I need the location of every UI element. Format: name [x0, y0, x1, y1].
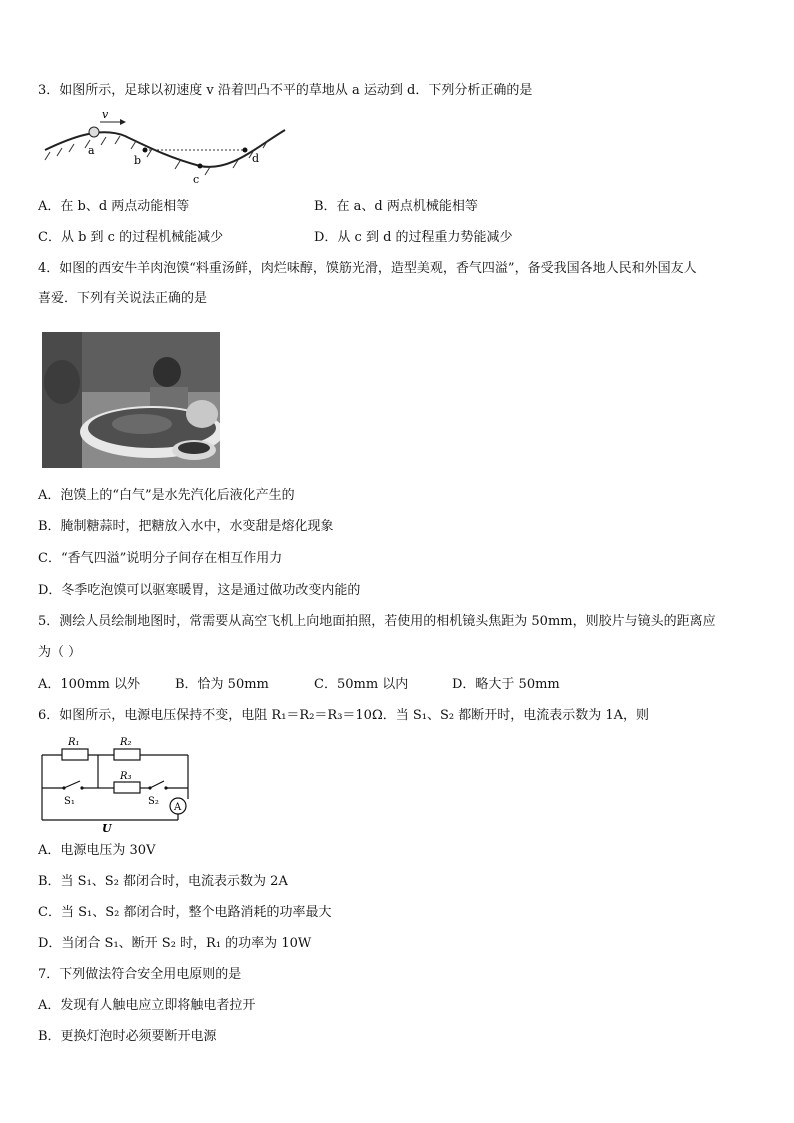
q7-option-b: B．更换灯泡时必须要断开电源	[38, 1029, 217, 1044]
q6-stem: 6．如图所示，电源电压保持不变，电阻 R₁＝R₂＝R₃＝10Ω．当 S₁、S₂ 都断开时，电流表示数为 1A，则	[38, 708, 650, 723]
label-u: U	[102, 822, 112, 833]
q7-stem: 7．下列做法符合安全用电原则的是	[38, 967, 242, 982]
q6-option-a: A．电源电压为 30V	[38, 843, 156, 858]
label-r2: R₂	[120, 737, 132, 748]
label-s1: S₁	[64, 796, 75, 807]
q3-stem: 3．如图所示，足球以初速度 v 沿着凹凸不平的草地从 a 运动到 d．下列分析正确的是	[38, 83, 533, 98]
q4-stem-line1: 4．如图的西安牛羊肉泡馍“料重汤鲜，肉烂味醇，馍筋光滑，造型美观，香气四溢”，备受我国各地人民和外国友人	[38, 261, 697, 276]
q5-option-c: C．50mm 以内	[314, 677, 409, 692]
q4-option-c: C．“香气四溢”说明分子间存在相互作用力	[38, 551, 283, 566]
football	[89, 127, 99, 137]
label-c: c	[193, 173, 200, 186]
switch-s1	[64, 781, 80, 788]
label-a: a	[88, 144, 95, 157]
q7-option-a: A．发现有人触电应立即将触电者拉开	[38, 998, 256, 1013]
label-b: b	[134, 154, 142, 167]
paomo-photo	[42, 332, 220, 468]
label-r3: R₃	[120, 771, 132, 782]
q5-stem-line2: 为（ ）	[38, 645, 82, 660]
label-v: v	[102, 108, 109, 121]
resistor-r2	[114, 749, 140, 760]
label-ammeter: A	[174, 802, 182, 813]
terrain-curve	[45, 130, 285, 167]
q4-stem-line2: 喜爱．下列有关说法正确的是	[38, 291, 208, 306]
q5-option-d: D．略大于 50mm	[452, 677, 560, 692]
q5-option-b: B．恰为 50mm	[175, 677, 269, 692]
q6-option-c: C．当 S₁、S₂ 都闭合时，整个电路消耗的功率最大	[38, 905, 332, 920]
q3-figure	[40, 108, 290, 188]
q3-option-c: C．从 b 到 c 的过程机械能减少	[38, 230, 224, 245]
q4-option-d: D．冬季吃泡馍可以驱寒暖胃，这是通过做功改变内能的	[38, 583, 361, 598]
label-r1: R₁	[68, 737, 80, 748]
label-s2: S₂	[148, 796, 159, 807]
q3-option-b: B．在 a、d 两点机械能相等	[314, 199, 478, 214]
q6-option-b: B．当 S₁、S₂ 都闭合时，电流表示数为 2A	[38, 874, 288, 889]
ground-hatching	[45, 136, 268, 175]
q5-stem-line1: 5．测绘人员绘制地图时，常需要从高空飞机上向地面拍照，若使用的相机镜头焦距为 50mm，则胶片与镜头的距离应	[38, 614, 716, 629]
resistor-r1	[62, 749, 88, 760]
q3-option-a: A．在 b、d 两点动能相等	[38, 199, 190, 214]
q6-circuit	[38, 733, 198, 833]
q4-option-b: B．腌制糖蒜时，把糖放入水中，水变甜是熔化现象	[38, 519, 334, 534]
switch-s2	[150, 781, 164, 788]
resistor-r3	[114, 782, 140, 793]
q4-option-a: A．泡馍上的“白气”是水先汽化后液化产生的	[38, 488, 295, 503]
label-d: d	[252, 152, 260, 165]
q5-option-a: A．100mm 以外	[38, 677, 140, 692]
q3-option-d: D．从 c 到 d 的过程重力势能减少	[314, 230, 513, 245]
q6-option-d: D．当闭合 S₁、断开 S₂ 时，R₁ 的功率为 10W	[38, 936, 312, 951]
